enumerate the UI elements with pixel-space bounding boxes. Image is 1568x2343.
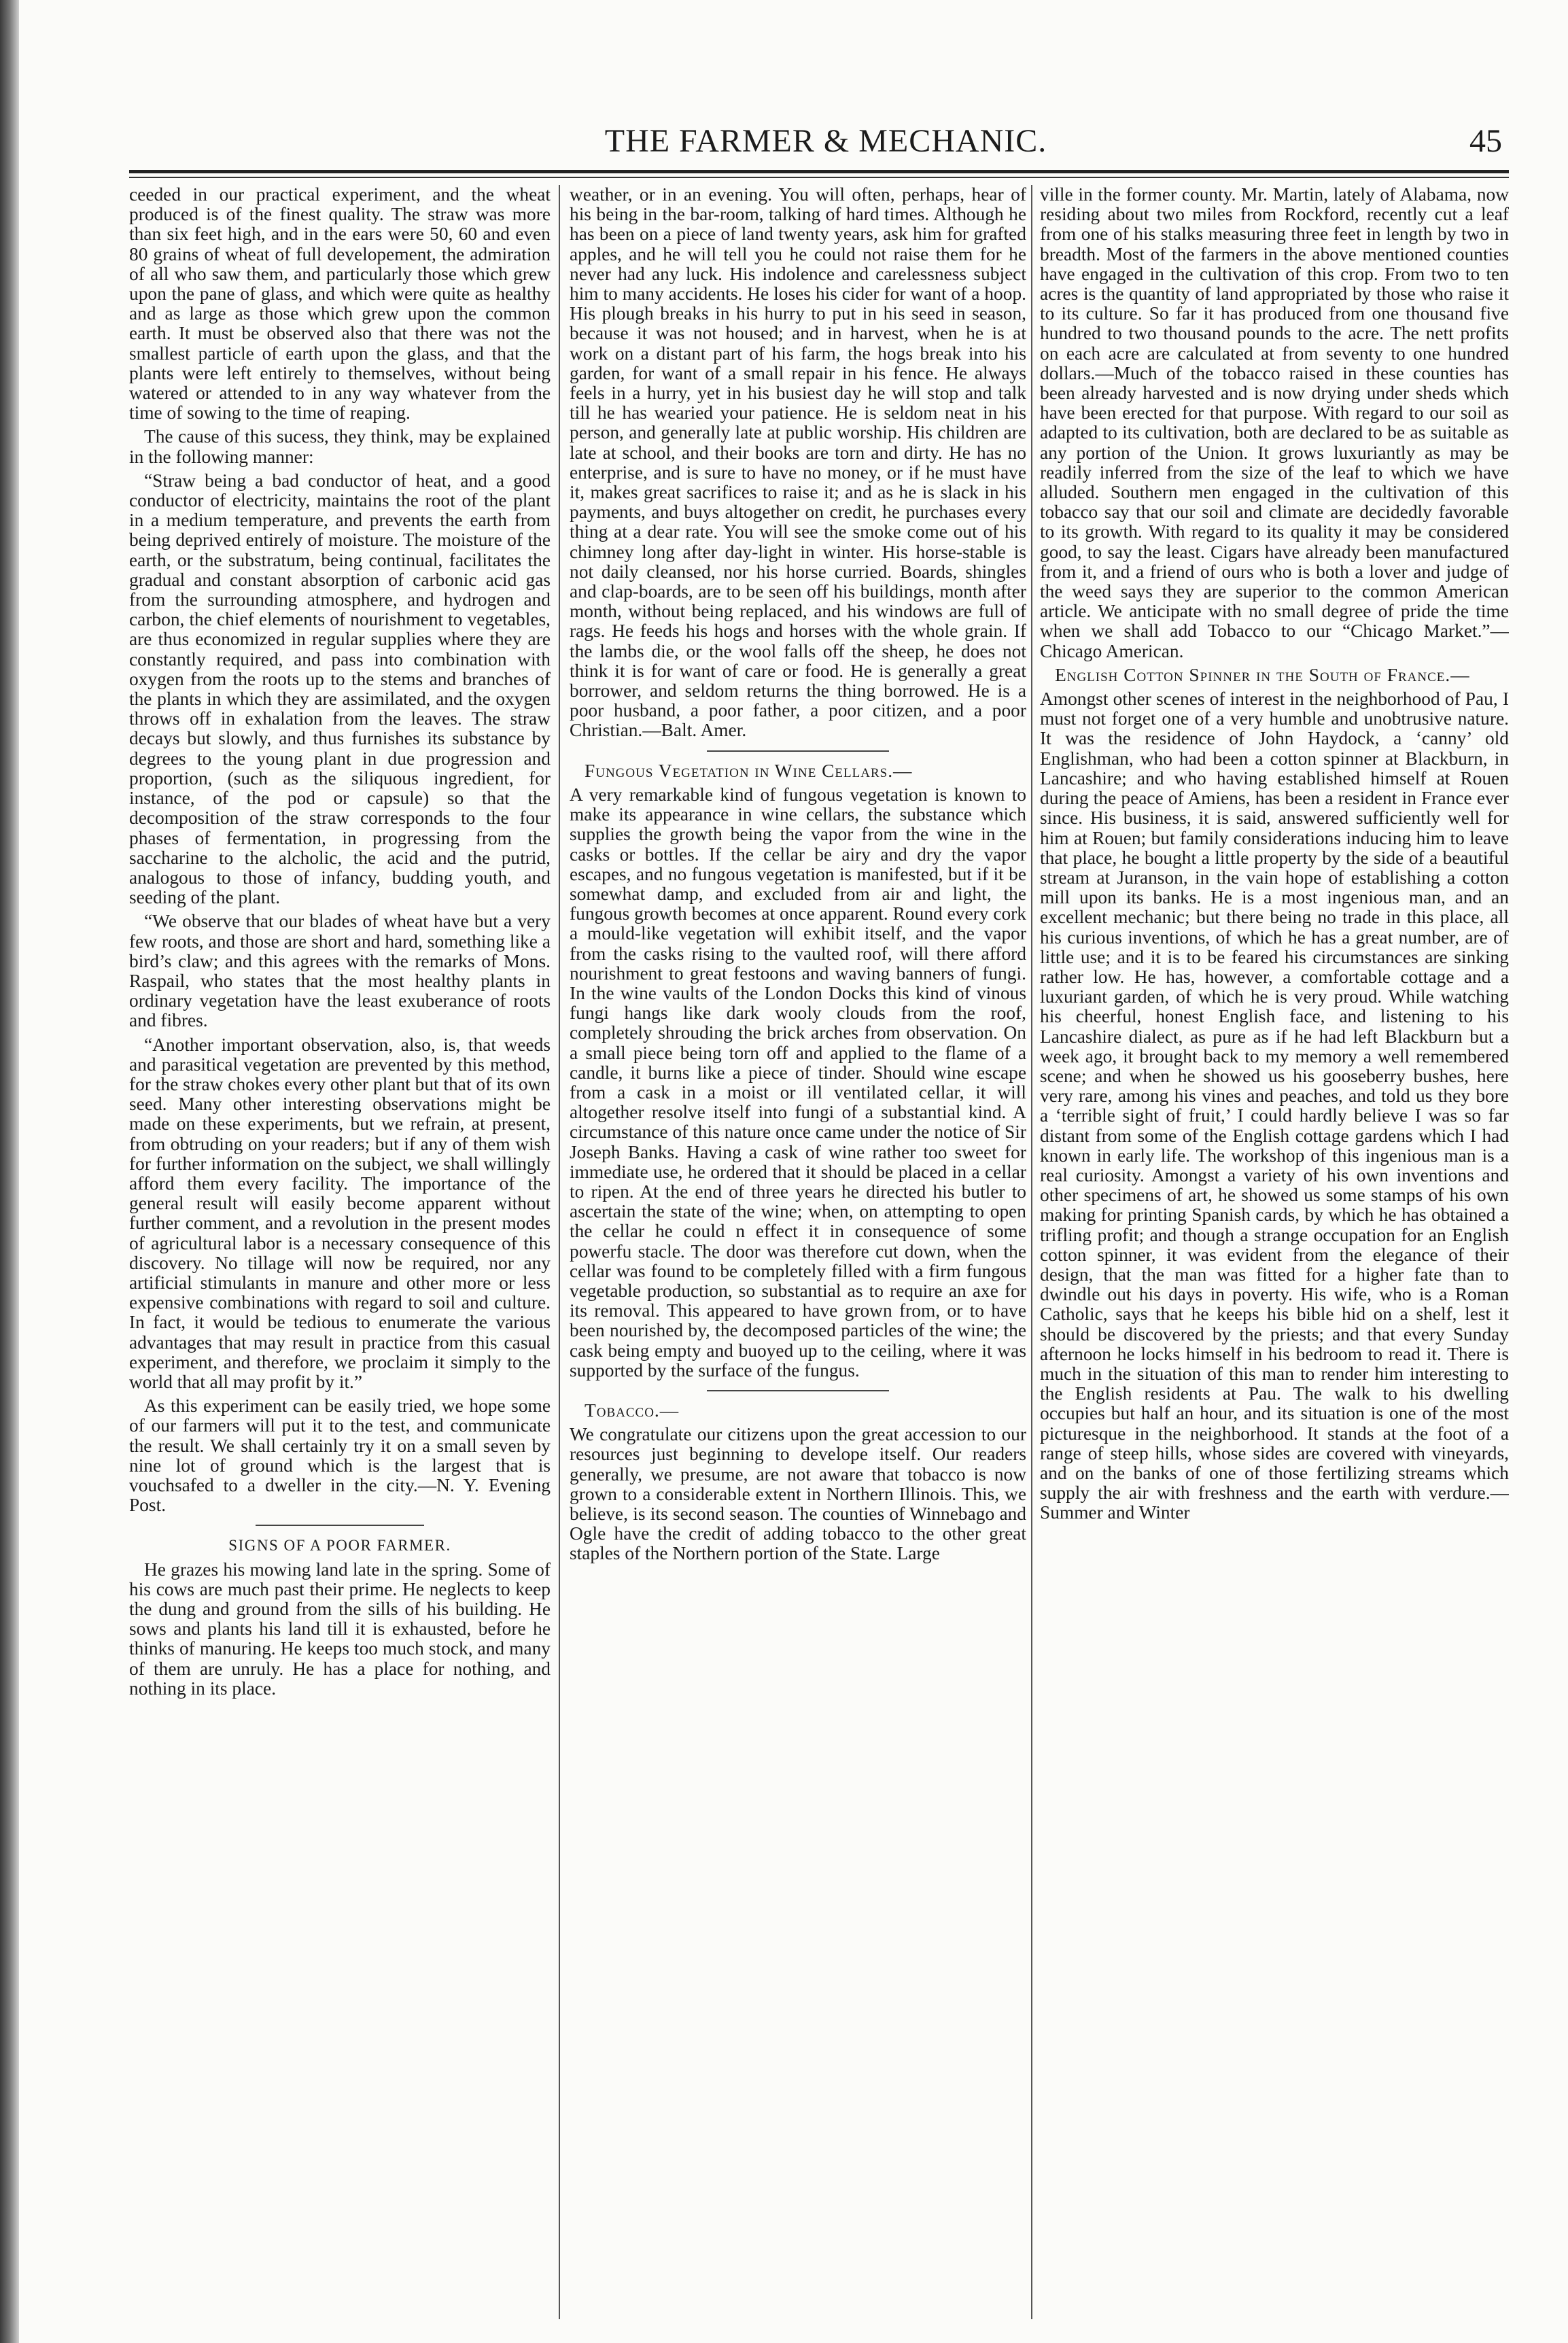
article-heading: Tobacco.— [585,1400,680,1421]
paragraph: The cause of this sucess, they think, may be explained in the following manner: [129,426,551,467]
page-header [129,122,1522,177]
article-separator [707,1390,890,1391]
column-1 [129,185,551,2319]
article-lead [570,1401,1026,1421]
running-title: THE FARMER & MECHANIC. [604,123,1047,159]
article-separator [707,750,890,752]
paragraph: We congratulate our citizens upon the great accession to our resources just beginning to develope itself. Our readers generally, we presume, are not aware that tobacco is now grown to a considerable extent in Northern Illinois. This, we believe, is its second season. The counties of Winnebago and Ogle have the credit of adding tobacco to the other great staples of the Northern portion of the State. Large [570,1424,1026,1564]
article-lead [570,761,1026,781]
article-heading: SIGNS OF A POOR FARMER. [228,1537,451,1555]
paragraph: “Another important observation, also, is, that weeds and parasitical vegetation are prevented by this method, for the straw chokes every other plant but that of its own seed. Many other interesting observations might be made on these experiments, but we refrain, at present, from obtruding on your readers; but if any of them wish for further information on the subject, we shall willingly afford them every facility. The importance of the general result will easily become apparent without further comment, and a revolution in the present modes of agricultural labor is a necessary consequence of this discovery. No tillage will now be required, nor any artificial stimulants in manure and other more or less expensive combinations with regard to soil and culture. In fact, it would be tedious to enumerate the various advantages that may result in practice from this casual experiment, and therefore, we proclaim it simply to the world that all may profit by it.” [129,1034,551,1392]
paragraph: A very remarkable kind of fungous vegetation is known to make its appearance in wine cellars, the substance which supplies the growth being the vapor from the wine in the casks or bottles. If the cellar be airy and dry the vapor escapes, and no fungous vegetation is manifested, but if it be somewhat damp, and excluded from air and light, the fungous growth becomes at once apparent. Round every cork a mould-like vegetation will exhibit itself, and the vapor from the casks rising to the vaulted roof, will there afford nourishment to great festoons and waving banners of fungi. In the wine vaults of the London Docks this kind of vinous fungi hangs like dark wooly clouds from the roof, completely shrouding the brick arches from observation. On a small piece being torn off and applied to the flame of a candle, it burns like a piece of tinder. Should wine escape from a cask in a moist or ill ventilated cellar, it will altogether resolve itself into fungi of a substantial kind. A circumstance of this nature once came under the notice of Sir Joseph Banks. Having a cask of wine rather too sweet for immediate use, he ordered that it should be placed in a cellar to ripen. At the end of three years he directed his butler to ascertain the state of the wine; when, on attempting to open the cellar he could n effect it in consequence of some powerfu stacle. The door was therefore cut down, when the cellar was found to be completely filled with a firm fungous vegetable production, so substantial as to require an axe for its removal. This appeared to have grown from, or to have been nourished by, the decomposed particles of the wine; the cask being empty and buoyed up to the ceiling, where it was supported by the surface of the fungus. [570,784,1026,1381]
paragraph: weather, or in an evening. You will often, perhaps, hear of his being in the bar-room, talking of hard times. Although he has been on a piece of land twenty years, ask him for grafted apples, and he will tell you he could not raise them for he never had any luck. His indolence and carelessness subject him to many accidents. He loses his cider for want of a hoop. His plough breaks in his hurry to put in his seed in season, because it was not housed; and in harvest, when he is at work on a distant part of his farm, the hogs break into his garden, for want of a small repair in his fence. He always feels in a hurry, yet in his busiest day he will stop and talk till he has wearied your patience. He is seldom neat in his person, and generally late at public worship. His children are late at school, and their books are torn and dirty. He has no enterprise, and is sure to have no money, or if he must have it, makes great sacrifices to raise it; and as he is slack in his payments, and buys altogether on credit, he purchases every thing at a dear rate. You will see the smoke come out of his chimney long after day-light in winter. His horse-stable is not daily cleansed, nor his horse curried. Boards, shingles and clap-boards, are to be seen off his buildings, month after month, without being replaced, and his windows are full of rags. He feeds his hogs and horses with the whole grain. If the lambs die, or the wool falls off the sheep, he does not think it is for want of care or food. He is generally a great borrower, and seldom returns the thing borrowed. He is a poor husband, a poor father, a poor citizen, and a poor Christian.—Balt. Amer. [570,185,1026,741]
paragraph: ceeded in our practical experiment, and the wheat produced is of the finest quality. The straw was more than six feet high, and in the ears were 50, 60 and even 80 grains of wheat of full developement, the admiration of all who saw them, and particularly those which grew upon the pane of glass, and which were quite as healthy and as large as those which grew upon the common earth. It must be observed also that there was not the smallest particle of earth upon the glass, and that the plants were left entirely to themselves, without being watered or attended to in any way whatever from the time of sowing to the time of reaping. [129,185,551,423]
paragraph: “We observe that our blades of wheat have but a very few roots, and those are short and hard, something like a bird’s claw; and this agrees with the remarks of Mons. Raspail, who states that the most healthy plants in ordinary vegetation have the least exuberance of roots and fibres. [129,911,551,1031]
binding-edge [0,0,19,2343]
column-divider [559,185,560,2319]
article-heading: English Cotton Spinner in the South of France.— [1055,664,1470,685]
header-rule [129,170,1509,173]
header-rule-thin [129,177,1509,178]
article-lead [1040,665,1509,685]
paragraph: Amongst other scenes of interest in the neighborhood of Pau, I must not forget one of a very humble and unobtrusive nature. It was the residence of John Haydock, a ‘canny’ old Englishman, who had been a cotton spinner at Blackburn, in Lancashire; and who having established himself at Rouen during the peace of Amiens, has been a resident in France ever since. His business, it is said, answered sufficiently well for him at Rouen; but family considerations inducing him to leave that place, he bought a little property by the side of a beautiful stream at Juranson, in the vain hope of establishing a cotton mill upon its banks. He is a most ingenious man, and an excellent mechanic; but there being no trade in this place, all his curious inventions, of which he has a great number, are of little use; and it is to be feared his circumstances are sinking rather low. He has, however, a comfortable cottage and a luxuriant garden, of which he is very proud. While watching his cheerful, honest English face, and listening to his Lancashire dialect, as pure as if he had left Blackburn but a week ago, it brought back to my memory a well remembered scene; and when he showed us his gooseberry bushes, here very rare, among his vines and peaches, and told us they bore a ‘terrible sight of fruit,’ I could hardly believe I was so far distant from some of the English cottage gardens which I had known in early life. The workshop of this ingenious man is a real curiosity. Amongst a variety of his own inventions and other specimens of art, he showed us some stamps of his own making for printing Spanish cards, by which he has obtained a trifling profit; and though a strange occupation for an English cotton spinner, it was evident from the elegance of their design, that the man was fitted for a higher fate than to dwindle out his days in poverty. His wife, who is a Roman Catholic, says that he keeps his bible hid on a shelf, lest it should be discovered by the priests; and that every Sunday afternoon he locks himself in his bedroom to read it. There is much in the situation of this man to render him interesting to the English residents at Pau. The walk to his dwelling occupies but half an hour, and its situation is one of the most picturesque in the neighborhood. It stands at the foot of a range of steep hills, whose sides are covered with vineyards, and on the banks of one of those fertilizing streams which supply the air with freshness and the earth with verdure.—Summer and Winter [1040,689,1509,1523]
column-divider [1031,185,1032,2319]
column-2 [570,185,1026,2319]
paragraph: He grazes his mowing land late in the spring. Some of his cows are much past their prime. He neglects to keep the dung and ground from the sills of his building. He sows and plants his land till it is exhausted, before he thinks of manuring. He keeps too much stock, and many of them are unruly. He has a place for nothing, and nothing in its place. [129,1559,551,1699]
paragraph: As this experiment can be easily tried, we hope some of our farmers will put it to the test, and communicate the result. We shall certainly try it on a small seven by nine lot of ground which is the largest that is vouchsafed to a dweller in the city.—N. Y. Evening Post. [129,1395,551,1516]
article-separator [256,1525,424,1526]
column-3 [1040,185,1509,2319]
article-heading: Fungous Vegetation in Wine Cellars.— [585,760,913,781]
paragraph: “Straw being a bad conductor of heat, and a good conductor of electricity, maintains the root of the plant in a medium temperature, and prevents the earth from being deprived entirely of moisture. The moisture of the earth, or the substratum, being continual, facilitates the gradual and constant absorption of carbonic acid gas from the surrounding atmosphere, and hydrogen and carbon, the chief elements of nourishment to vegetables, are thus economized in regular supplies where they are constantly required, and pass into combination with oxygen from the roots up to the stems and branches of the plants in which they are assimilated, and the oxygen throws off in exhalation from the leaves. The straw decays but slowly, and thus furnishes its substance by degrees to the young plant in due progression and proportion, (such as the siliquous ingredient, for instance, of the pod or capsule) so that the decomposition of the straw corresponds to the four phases of fermentation, in progressing from the saccharine to the alcholic, the acid and the putrid, analogous to those of infancy, budding youth, and seeding of the plant. [129,470,551,908]
paragraph: ville in the former county. Mr. Martin, lately of Alabama, now residing about two miles from Rockford, recently cut a leaf from one of his stalks measuring three feet in length by two in breadth. Most of the farmers in the above mentioned counties have engaged in the cultivation of this crop. From two to ten acres is the quantity of land appropriated by those who raise it to its culture. So far it has produced from one thousand five hundred to two thousand pounds to the acre. The nett profits on each acre are calculated at from seventy to one hundred dollars.—Much of the tobacco raised in these counties has been already harvested and is now drying under sheds which have been erected for that purpose. With regard to our soil as adapted to its cultivation, both are declared to be as suitable as any portion of the Union. It grows luxuriantly as may be readily inferred from the size of the leaf to which we have alluded. Southern men engaged in the cultivation of this tobacco say that our soil and climate are decidedly favorable to its growth. With regard to its quality it may be considered good, to say the least. Cigars have already been manufactured from it, and a friend of ours who is both a lover and judge of the weed says they are superior to the common American article. We anticipate with no small degree of pride the time when we shall add Tobacco to our “Chicago Market.”—Chicago American. [1040,185,1509,661]
page-number: 45 [1469,123,1502,159]
